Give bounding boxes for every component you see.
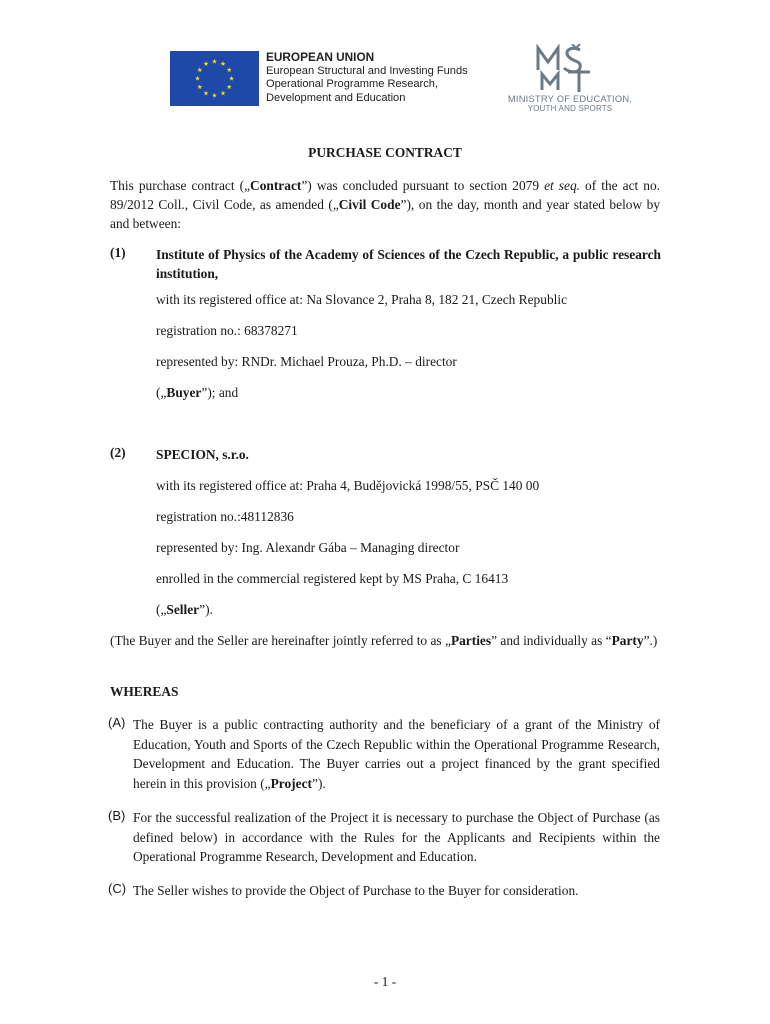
eu-funding-text xyxy=(266,51,468,105)
role-seller: Seller xyxy=(166,602,200,617)
ministry-text xyxy=(498,94,642,114)
clause-b-text: For the successful realization of the Project it is necessary to purchase the Object of Purchase (as defined below) in accordance with the Rules for the Applicants and Recipients within the Operational Programme Research, Development and Education. xyxy=(133,810,660,864)
quote-open: („ xyxy=(156,602,167,617)
eu-stars-icon xyxy=(170,51,259,106)
intro-et-seq: et seq. xyxy=(544,178,581,193)
party-1-represented: represented by: RNDr. Michael Prouza, Ph.D. – director xyxy=(156,354,457,369)
eu-title: EUROPEAN UNION xyxy=(266,50,375,64)
intro-text: ”) was concluded pursuant to section 2079 xyxy=(301,178,545,193)
msmt-logo xyxy=(532,44,612,100)
clause-a-end: ”). xyxy=(312,775,326,791)
intro-term-contract: Contract xyxy=(250,178,302,193)
eu-flag-logo xyxy=(170,51,259,106)
party-2-registration: registration no.:48112836 xyxy=(156,509,294,524)
party-1-role xyxy=(156,383,661,402)
jointly-paragraph xyxy=(110,631,660,650)
jointly-text: ”.) xyxy=(643,633,658,648)
eu-star-icon xyxy=(221,91,226,96)
clause-c-text: The Seller wishes to provide the Object of Purchase to the Buyer for consideration. xyxy=(133,883,579,898)
clause-b-label: (B) xyxy=(108,808,126,823)
eu-line: Operational Programme Research, xyxy=(266,78,439,91)
jointly-text: (The Buyer and the Seller are hereinafter jointly referred to as „ xyxy=(110,633,451,648)
eu-star-icon xyxy=(212,59,217,64)
eu-star-icon xyxy=(204,61,209,66)
term-parties: Parties xyxy=(450,633,492,648)
term-project: Project xyxy=(270,775,312,791)
eu-line: Development and Education xyxy=(266,91,406,104)
eu-star-icon xyxy=(229,76,234,81)
eu-star-icon xyxy=(221,61,226,66)
intro-text: of the act no. 89/2012 Coll., Civil Code, as amended („ xyxy=(110,178,661,212)
eu-line: European Structural and Investing Funds xyxy=(266,64,468,77)
whereas-heading: WHEREAS xyxy=(110,684,179,699)
party-2-office: with its registered office at: Praha 4, Budějovická 1998/55, PSČ 140 00 xyxy=(156,478,540,493)
quote-close: ”); and xyxy=(201,385,239,400)
intro-term-civil-code: Civil Code xyxy=(338,197,401,212)
intro-paragraph xyxy=(110,176,660,233)
clause-c-label: (C) xyxy=(108,881,127,896)
msmt-logo-icon xyxy=(532,44,612,96)
party-1-number: (1) xyxy=(110,245,126,260)
party-2-role xyxy=(156,600,661,619)
clause-a-body: The Buyer is a public contracting authority and the beneficiary of a grant of the Ministry of Education, Youth and Sports of the Czech Republic within the Operational Programme Research, Development and Education. The Buyer carries out a project financed by the grant specified herein in this provision („ xyxy=(133,717,660,791)
eu-star-icon xyxy=(227,67,232,72)
page-number: - 1 - xyxy=(373,974,397,989)
quote-open: („ xyxy=(156,385,167,400)
ministry-line-1: MINISTRY OF EDUCATION, xyxy=(507,93,633,104)
party-1-name: Institute of Physics of the Academy of Sciences of the Czech Republic, a public research institution, xyxy=(156,247,661,281)
clause-a-text xyxy=(133,715,660,793)
clause-a-label: (A) xyxy=(108,715,126,730)
party-1-office: with its registered office at: Na Slovance 2, Praha 8, 182 21, Czech Republic xyxy=(156,292,568,307)
eu-star-icon xyxy=(197,67,202,72)
jointly-text: ” and individually as “ xyxy=(491,633,612,648)
party-2-represented: represented by: Ing. Alexandr Gába – Managing director xyxy=(156,540,460,555)
party-2-name: SPECION, s.r.o. xyxy=(156,447,249,462)
eu-star-icon xyxy=(195,76,200,81)
quote-close: ”). xyxy=(199,602,213,617)
party-2-enrolled: enrolled in the commercial registered kept by MS Praha, C 16413 xyxy=(156,571,509,586)
party-2-number: (2) xyxy=(110,445,126,460)
intro-text: This purchase contract („ xyxy=(110,178,251,193)
eu-star-icon xyxy=(197,84,202,89)
party-1-registration: registration no.: 68378271 xyxy=(156,323,298,338)
term-party: Party xyxy=(611,633,644,648)
eu-star-icon xyxy=(204,91,209,96)
document-title: PURCHASE CONTRACT xyxy=(308,145,462,160)
role-buyer: Buyer xyxy=(166,385,202,400)
eu-star-icon xyxy=(212,93,217,98)
eu-star-icon xyxy=(227,84,232,89)
intro-text: ”), on the day, month and year stated below by and between: xyxy=(110,197,661,231)
ministry-line-2: YOUTH AND SPORTS xyxy=(527,104,613,113)
